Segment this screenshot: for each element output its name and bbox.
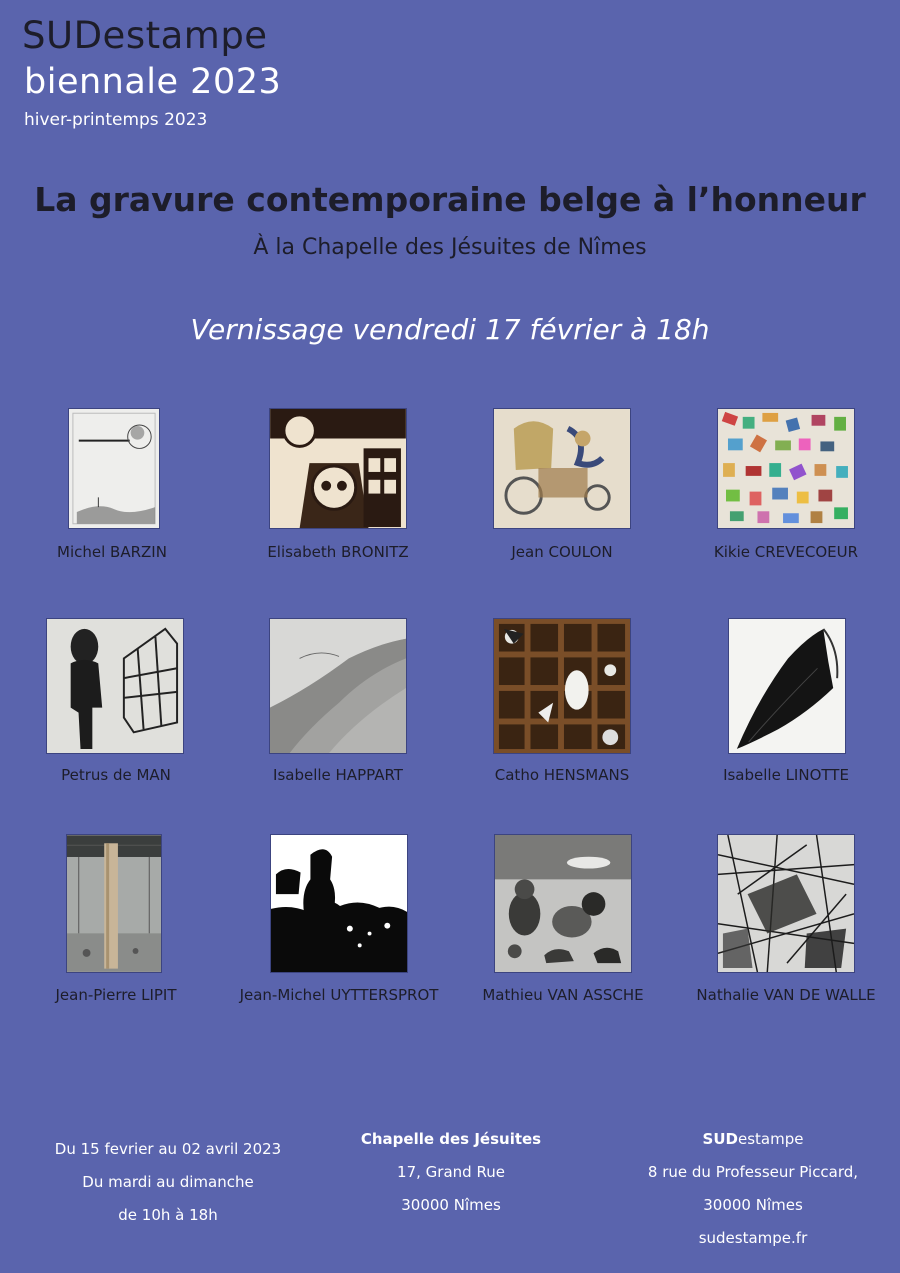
artist-name: Nathalie VAN DE WALLE [696, 986, 876, 1004]
venue-address-block [330, 1123, 572, 1222]
artist-name: Jean COULON [511, 543, 613, 561]
opening-hours: de 10h à 18h [118, 1206, 218, 1224]
artwork-image-linotte [728, 618, 846, 754]
organizer-block [620, 1123, 886, 1255]
artwork-image-barzin [68, 408, 160, 529]
venue-subtitle: À la Chapelle des Jésuites de Nîmes [253, 235, 647, 260]
artist-name: Jean-Michel UYTTERSPROT [239, 986, 439, 1004]
organizer-name [620, 1123, 886, 1156]
artwork-image-lipit [66, 834, 162, 973]
artist-name: Kikie CREVECOEUR [713, 543, 859, 561]
opening-days: Du mardi au dimanche [82, 1173, 254, 1191]
artwork-image-van-assche [494, 834, 632, 973]
artist-name: Jean-Pierre LIPIT [55, 986, 177, 1004]
exhibition-headline: La gravure contemporaine belge à l’honneur [34, 180, 866, 219]
artwork-image-crevecoeur [717, 408, 855, 529]
artist-name: Michel BARZIN [57, 543, 167, 561]
venue-city: 30000 Nîmes [401, 1196, 501, 1214]
organizer-city: 30000 Nîmes [703, 1196, 803, 1214]
artwork-image-happart [269, 618, 407, 754]
artist-name: Petrus de MAN [61, 766, 171, 784]
organizer-name-bold: SUD [702, 1130, 738, 1148]
season-subtitle: hiver-printemps 2023 [24, 110, 208, 130]
dates-block [30, 1133, 306, 1232]
artist-name: Catho HENSMANS [494, 766, 630, 784]
artwork-image-hensmans [493, 618, 631, 754]
organizer-website-link[interactable]: sudestampe.fr [698, 1229, 808, 1247]
artwork-image-van-de-walle [717, 834, 855, 973]
opening-announcement: Vernissage vendredi 17 février à 18h [190, 313, 710, 346]
artwork-image-de-man [46, 618, 184, 754]
artwork-image-bronitz [269, 408, 407, 529]
event-title: biennale 2023 [24, 62, 282, 102]
artist-name: Isabelle LINOTTE [723, 766, 849, 784]
artwork-image-coulon [493, 408, 631, 529]
venue-street: 17, Grand Rue [397, 1163, 505, 1181]
venue-name: Chapelle des Jésuites [360, 1130, 542, 1148]
dates-range: Du 15 fevrier au 02 avril 2023 [54, 1140, 282, 1158]
organizer-street: 8 rue du Professeur Piccard, [647, 1163, 859, 1181]
artist-name: Elisabeth BRONITZ [267, 543, 409, 561]
artist-name: Isabelle HAPPART [273, 766, 403, 784]
organizer-name-rest: estampe [737, 1130, 804, 1148]
artist-name: Mathieu VAN ASSCHE [482, 986, 644, 1004]
brand-title: SUDestampe [22, 14, 268, 57]
artwork-image-uyttersprot [270, 834, 408, 973]
